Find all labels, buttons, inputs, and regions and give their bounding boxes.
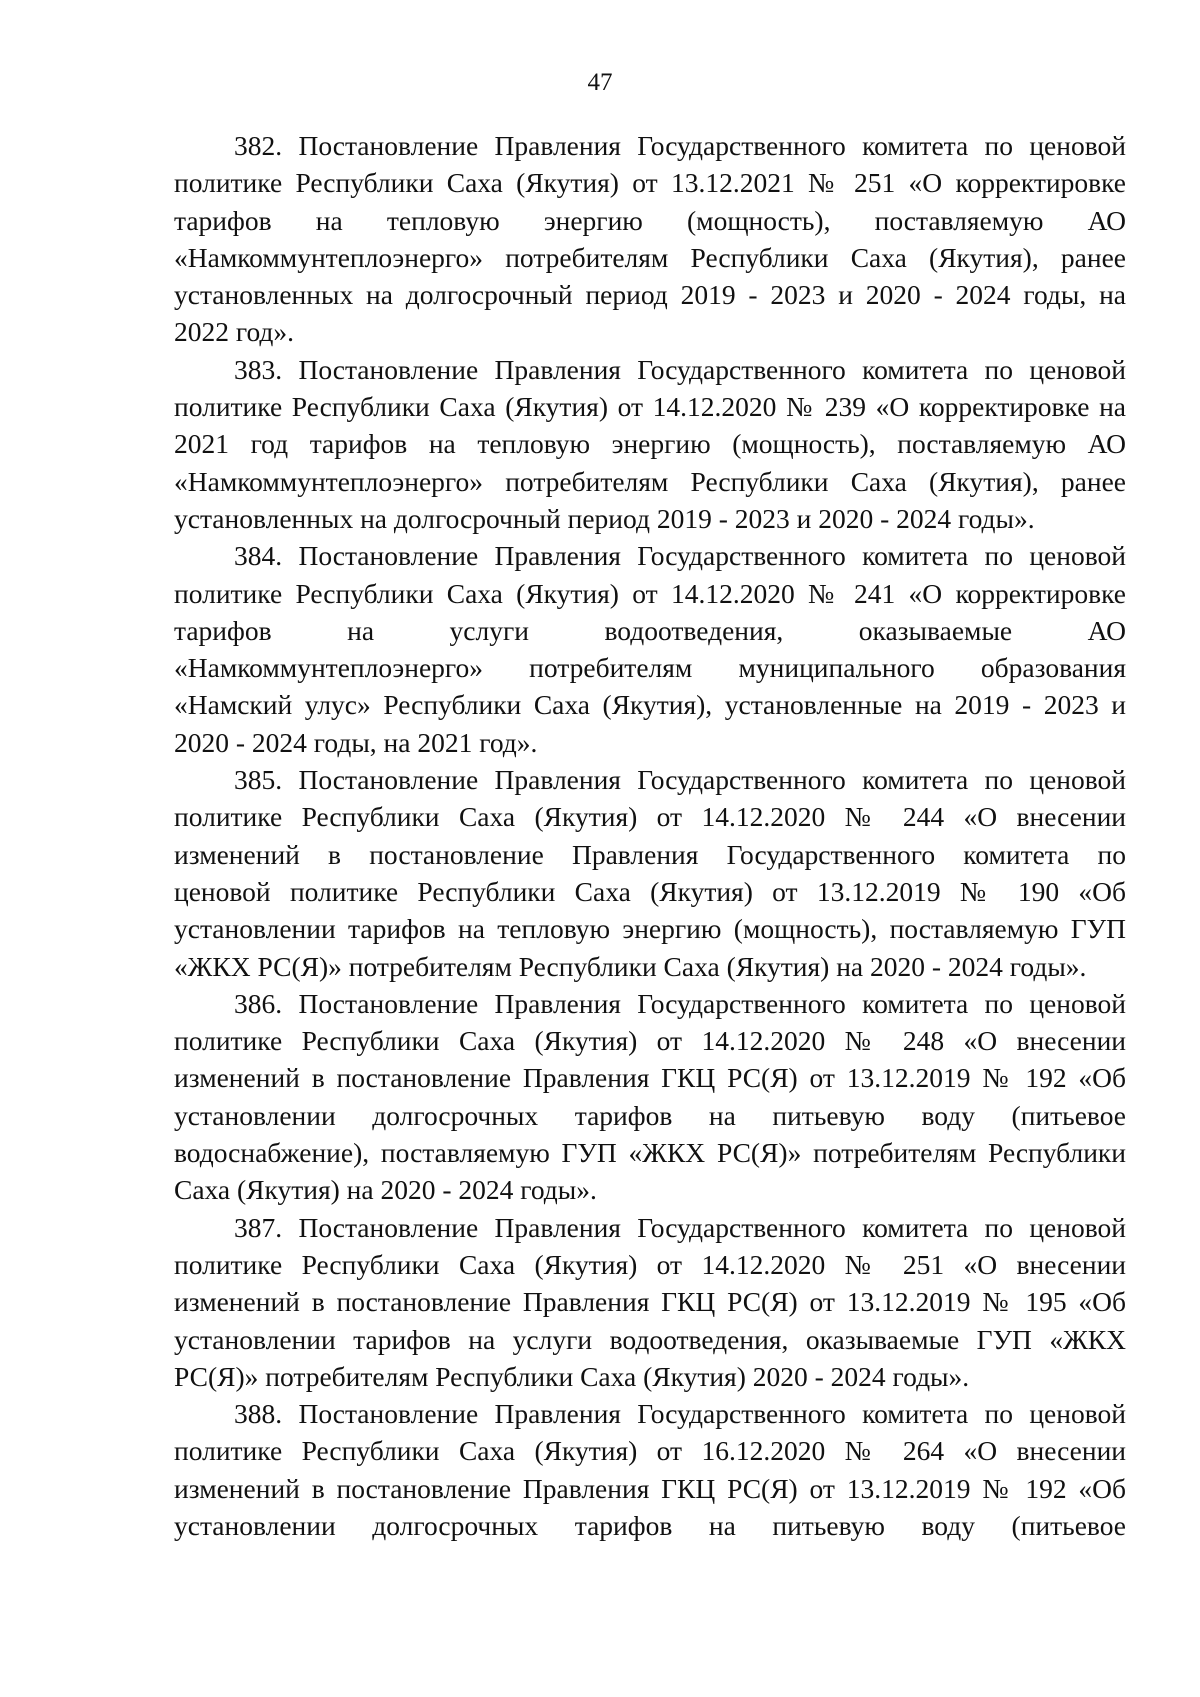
text-line: установленных на долгосрочный период 2019 - 2023 и 2020 - 2024 годы». (174, 502, 1035, 534)
text-line: «Намкоммунтеплоэнерго» потребителям Республики Саха (Якутия), ранее (174, 241, 1126, 273)
text-line: ценовой политике Республики Саха (Якутия) от 13.12.2019 № 190 «Об (174, 875, 1126, 907)
text-line: РС(Я)» потребителям Республики Саха (Якутия) 2020 - 2024 годы». (174, 1360, 970, 1392)
paragraph-item (174, 537, 1126, 761)
text-line: 385. Постановление Правления Государственного комитета по ценовой (234, 764, 1126, 796)
text-line: установлении тарифов на тепловую энергию (мощность), поставляемую ГУП (174, 913, 1126, 945)
paragraph-item (174, 761, 1126, 985)
page-number: 47 (587, 69, 613, 96)
text-line: изменений в постановление Правления ГКЦ РС(Я) от 13.12.2019 № 192 «Об (174, 1062, 1126, 1094)
text-line: Саха (Якутия) на 2020 - 2024 годы». (174, 1174, 597, 1206)
text-line: «Намкоммунтеплоэнерго» потребителям Республики Саха (Якутия), ранее (174, 465, 1126, 497)
text-line: политике Республики Саха (Якутия) от 14.12.2020 № 241 «О корректировке (174, 577, 1126, 609)
text-line: изменений в постановление Правления Государственного комитета по (174, 838, 1126, 870)
text-line: 386. Постановление Правления Государственного комитета по ценовой (234, 987, 1126, 1019)
text-line: «Намкоммунтеплоэнерго» потребителям муниципального образования (174, 652, 1126, 684)
text-line: установлении долгосрочных тарифов на питьевую воду (питьевое (174, 1099, 1126, 1131)
text-line: установленных на долгосрочный период 2019 - 2023 и 2020 - 2024 годы, на (174, 279, 1126, 311)
text-line: тарифов на услуги водоотведения, оказываемые АО (174, 614, 1126, 646)
paragraph-item (174, 1209, 1126, 1395)
text-line: 2021 год тарифов на тепловую энергию (мощность), поставляемую АО (174, 428, 1126, 460)
text-line: 2022 год». (174, 316, 295, 348)
text-line: установлении тарифов на услуги водоотведения, оказываемые ГУП «ЖКХ (174, 1323, 1126, 1355)
document-body (174, 127, 1126, 1544)
text-line: 2020 - 2024 годы, на 2021 год». (174, 726, 538, 758)
text-line: «Намский улус» Республики Саха (Якутия), установленные на 2019 - 2023 и (174, 689, 1126, 721)
text-line: 387. Постановление Правления Государственного комитета по ценовой (234, 1211, 1126, 1243)
text-line: тарифов на тепловую энергию (мощность), поставляемую АО (174, 204, 1126, 236)
text-line: политике Республики Саха (Якутия) от 14.12.2020 № 248 «О внесении (174, 1025, 1126, 1057)
paragraph-item (174, 1395, 1126, 1544)
text-line: политике Республики Саха (Якутия) от 16.12.2020 № 264 «О внесении (174, 1435, 1126, 1467)
text-line: изменений в постановление Правления ГКЦ РС(Я) от 13.12.2019 № 192 «Об (174, 1472, 1126, 1504)
text-line: политике Республики Саха (Якутия) от 14.12.2020 № 244 «О внесении (174, 801, 1126, 833)
text-line: установлении долгосрочных тарифов на питьевую воду (питьевое (174, 1509, 1126, 1541)
text-line: водоснабжение), поставляемую ГУП «ЖКХ РС(Я)» потребителям Республики (174, 1137, 1126, 1169)
text-line: изменений в постановление Правления ГКЦ РС(Я) от 13.12.2019 № 195 «Об (174, 1286, 1126, 1318)
text-line: политике Республики Саха (Якутия) от 14.12.2020 № 239 «О корректировке на (174, 391, 1126, 423)
text-line: «ЖКХ РС(Я)» потребителям Республики Саха (Якутия) на 2020 - 2024 годы». (174, 950, 1087, 982)
text-line: 383. Постановление Правления Государственного комитета по ценовой (234, 353, 1126, 385)
paragraph-item (174, 351, 1126, 537)
paragraph-item (174, 127, 1126, 351)
text-line: политике Республики Саха (Якутия) от 14.12.2020 № 251 «О внесении (174, 1248, 1126, 1280)
text-line: политике Республики Саха (Якутия) от 13.12.2021 № 251 «О корректировке (174, 167, 1126, 199)
text-line: 388. Постановление Правления Государственного комитета по ценовой (234, 1398, 1126, 1430)
paragraph-item (174, 985, 1126, 1209)
text-line: 384. Постановление Правления Государственного комитета по ценовой (234, 540, 1126, 572)
text-line: 382. Постановление Правления Государственного комитета по ценовой (234, 130, 1126, 161)
